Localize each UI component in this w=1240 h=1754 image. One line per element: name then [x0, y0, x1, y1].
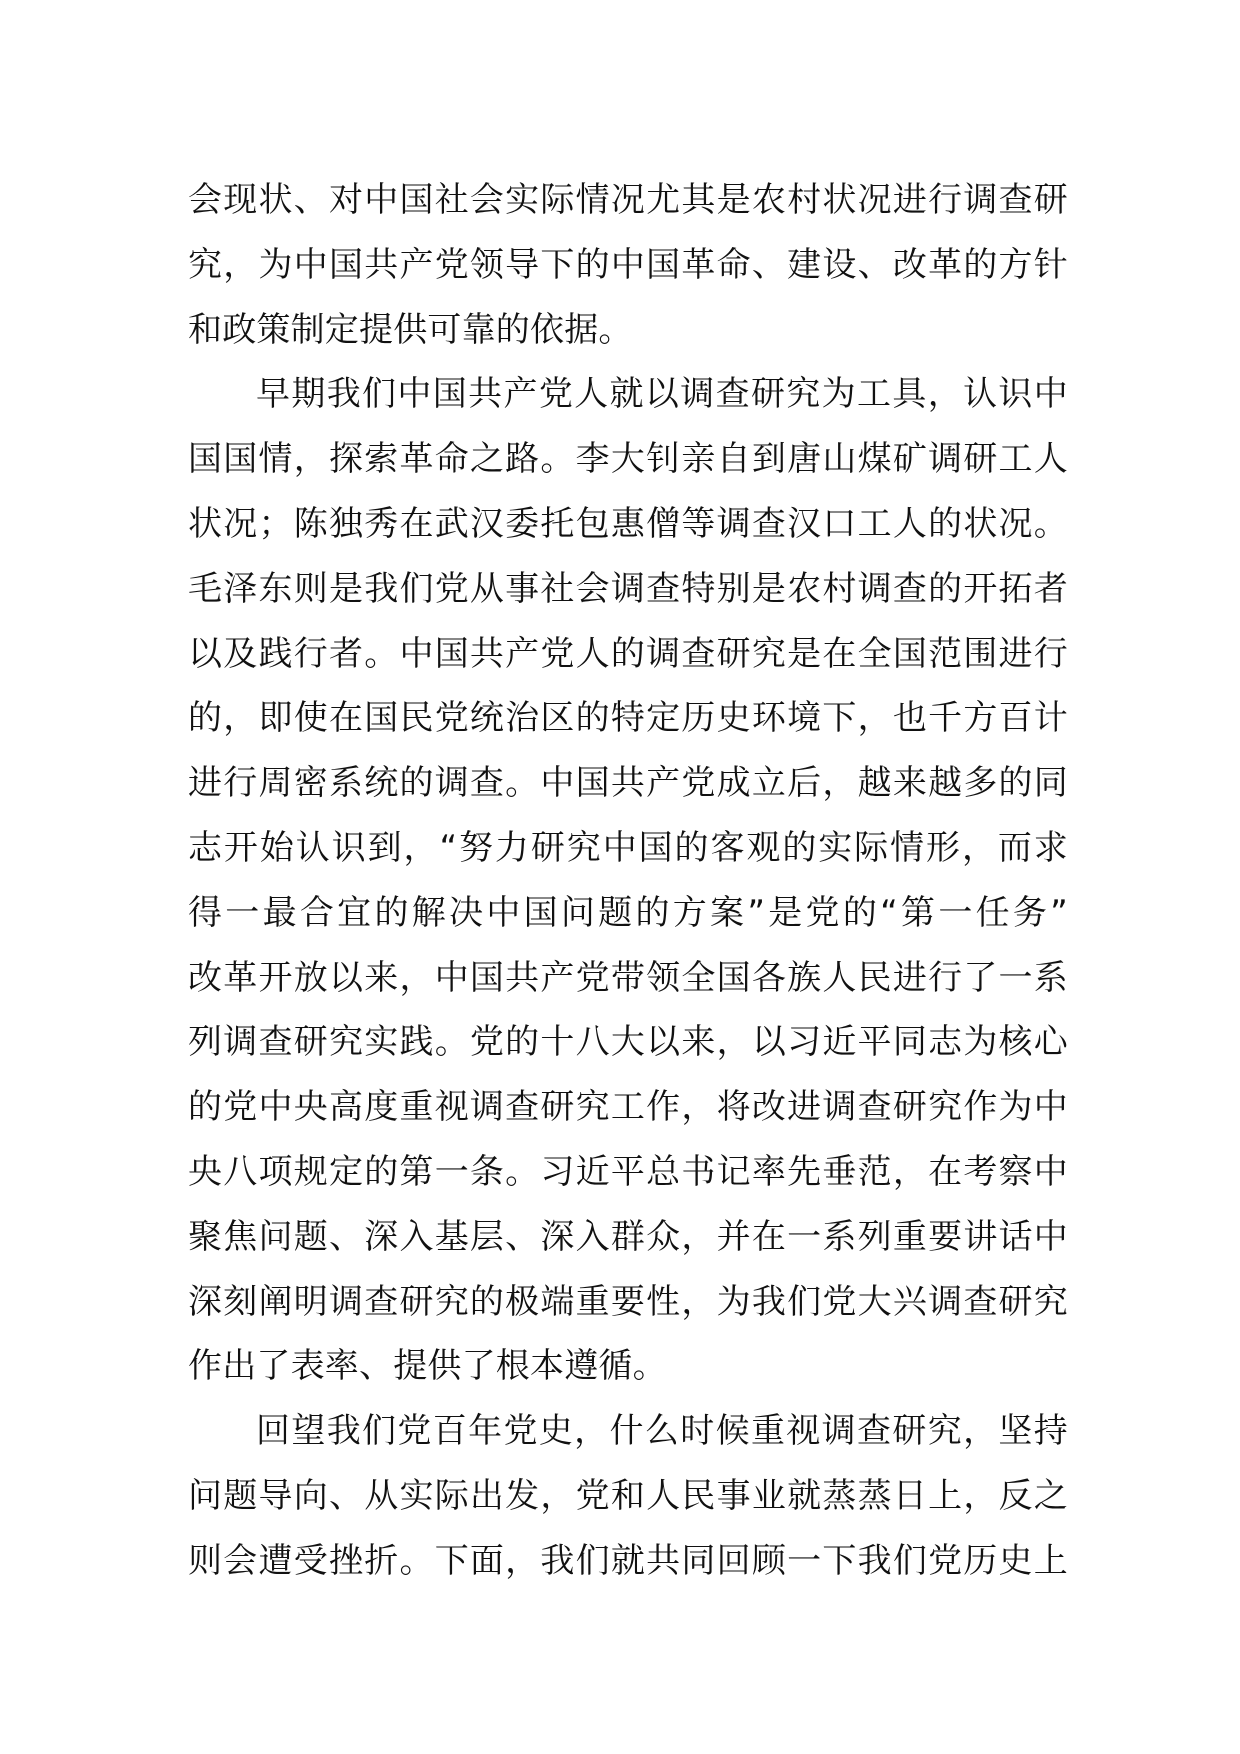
text-line: 的，即使在国民党统治区的特定历史环境下，也千方百计 [188, 698, 1068, 739]
body-text [188, 168, 1068, 1594]
text-line: 以及践行者。中国共产党人的调查研究是在全国范围进行 [188, 633, 1068, 674]
text-line: 状况；陈独秀在武汉委托包惠僧等调查汉口工人的状况。 [188, 503, 1068, 544]
text-line: 究，为中国共产党领导下的中国革命、建设、改革的方针 [188, 244, 1068, 285]
text-line: 作出了表率、提供了根本遵循。 [188, 1346, 667, 1387]
paragraph-first-line: 早期我们中国共产党人就以调查研究为工具，认识中 [256, 374, 1068, 415]
text-line: 和政策制定提供可靠的依据。 [188, 309, 633, 350]
text-line: 聚焦问题、深入基层、深入群众，并在一系列重要讲话中 [188, 1216, 1068, 1257]
paragraph-first-line: 回望我们党百年党史，什么时候重视调查研究，坚持 [256, 1411, 1068, 1452]
text-line: 改革开放以来，中国共产党带领全国各族人民进行了一系 [188, 957, 1068, 998]
text-line: 问题导向、从实际出发，党和人民事业就蒸蒸日上，反之 [188, 1475, 1068, 1516]
text-line: 的党中央高度重视调查研究工作，将改进调查研究作为中 [188, 1087, 1068, 1128]
text-line: 会现状、对中国社会实际情况尤其是农村状况进行调查研 [188, 180, 1068, 220]
text-line: 志开始认识到，“努力研究中国的客观的实际情形，而求 [188, 827, 1068, 868]
text-line: 进行周密系统的调查。中国共产党成立后，越来越多的同 [188, 763, 1068, 804]
text-line: 深刻阐明调查研究的极端重要性，为我们党大兴调查研究 [188, 1281, 1068, 1322]
text-line: 列调查研究实践。党的十八大以来，以习近平同志为核心 [188, 1022, 1068, 1063]
text-line: 毛泽东则是我们党从事社会调查特别是农村调查的开拓者 [188, 568, 1068, 609]
text-line: 央八项规定的第一条。习近平总书记率先垂范，在考察中 [188, 1151, 1068, 1192]
text-line: 国国情，探索革命之路。李大钊亲自到唐山煤矿调研工人 [188, 439, 1068, 480]
text-line: 得一最合宜的解决中国问题的方案”是党的“第一任务” [188, 892, 1068, 933]
text-line: 则会遭受挫折。下面，我们就共同回顾一下我们党历史上 [188, 1540, 1068, 1581]
